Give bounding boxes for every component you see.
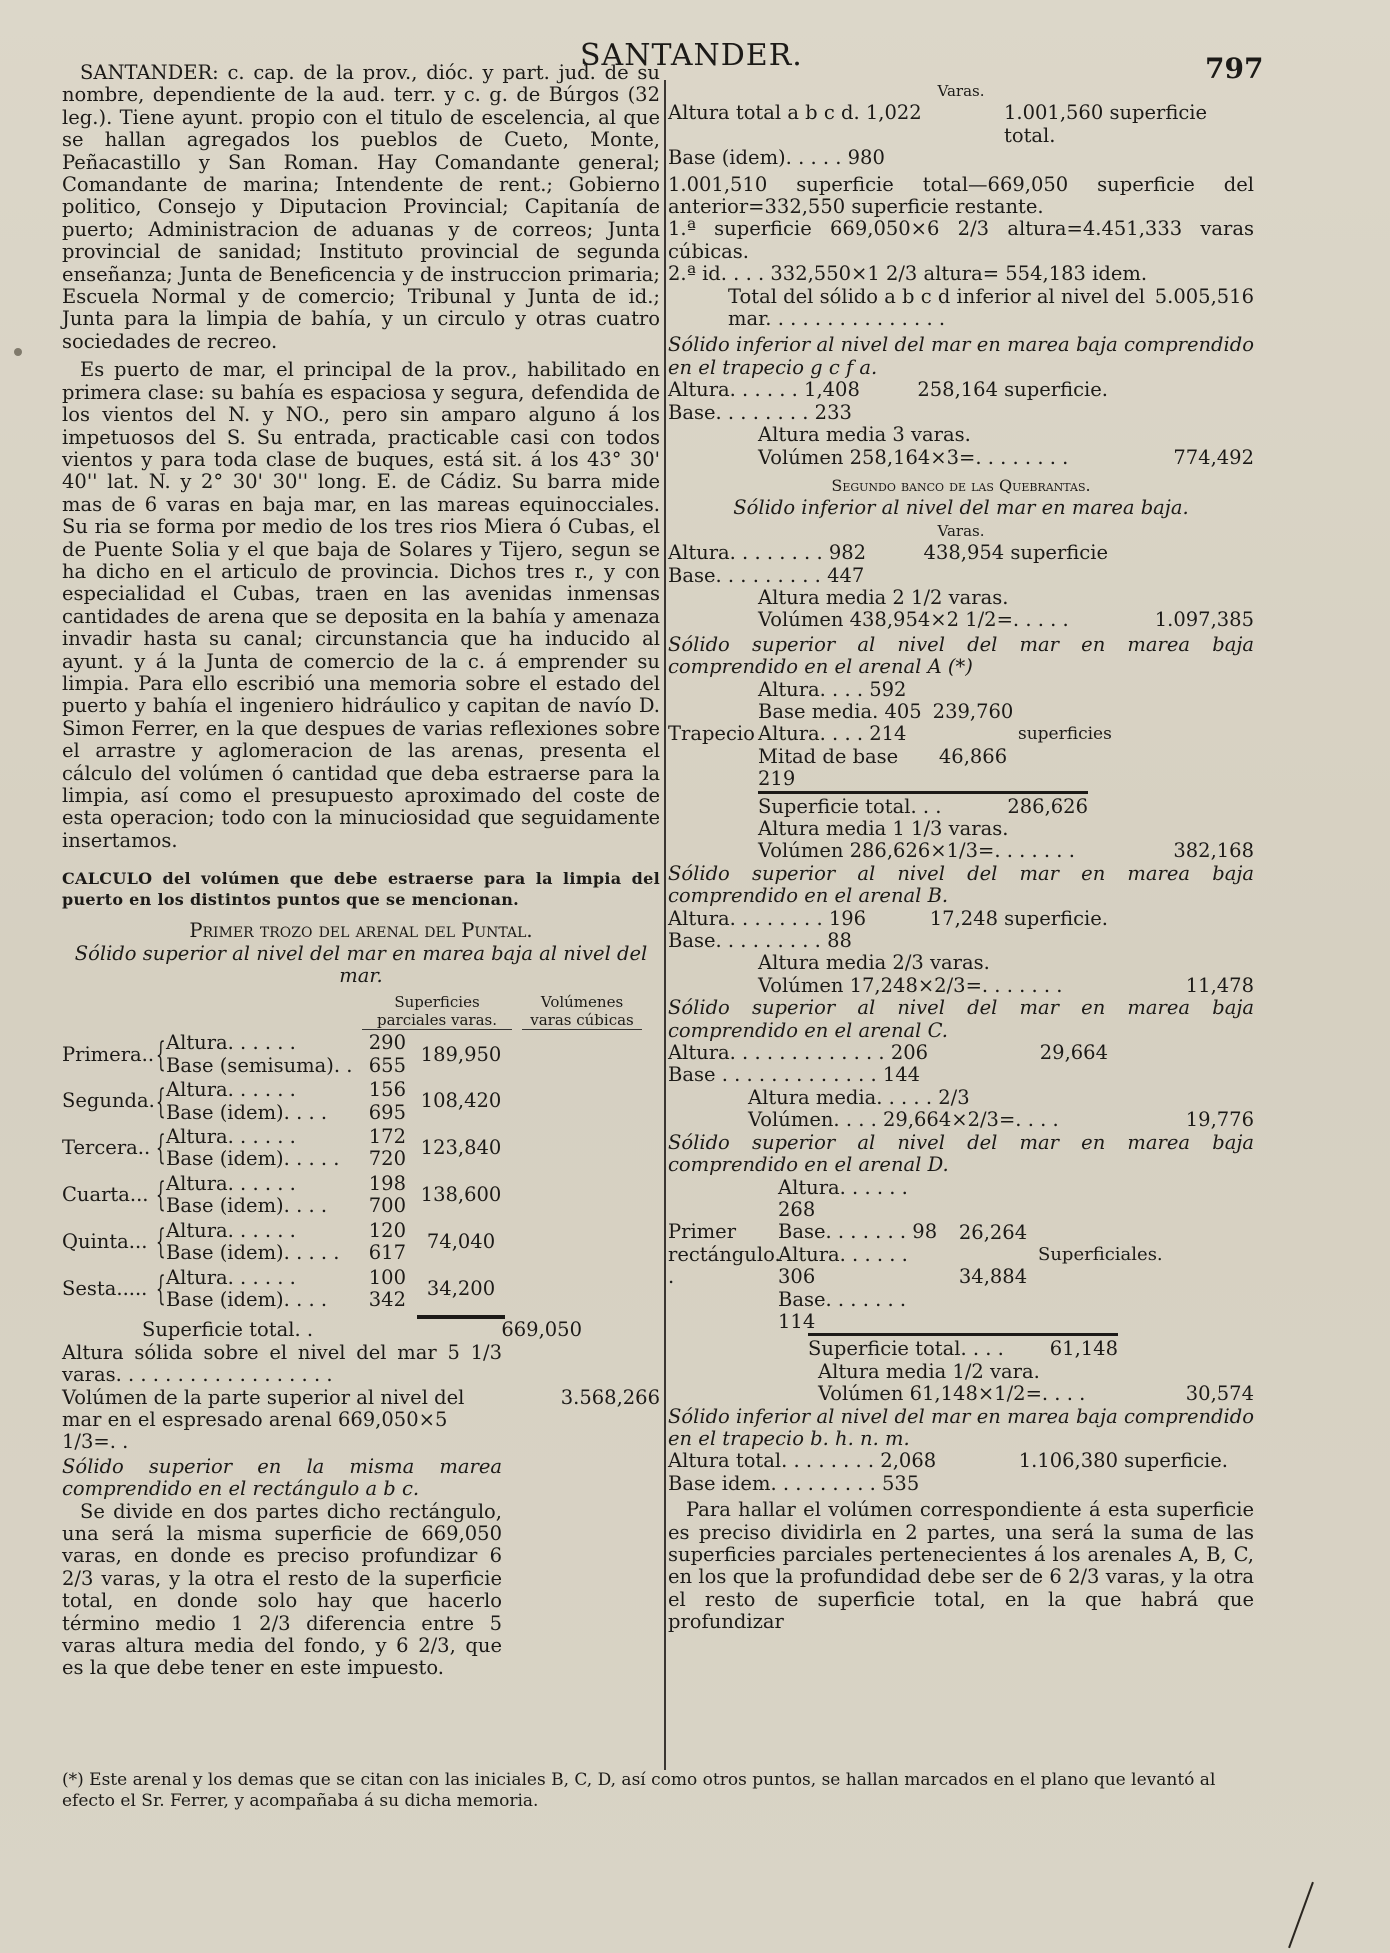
altura-value: 100 [368, 1265, 406, 1289]
table-header [62, 993, 660, 1030]
r-s6-total [808, 1333, 1118, 1360]
row-superficie: 74,040 [426, 1229, 496, 1253]
r-s6-total-label: Superficie total. . . . [808, 1337, 1004, 1361]
brace-icon: { [155, 1175, 166, 1216]
row-superficie: 123,840 [420, 1136, 502, 1160]
r-s5-dims [668, 1042, 1108, 1064]
r-s6-block [668, 1177, 1254, 1334]
r-s3-altura: Altura. . . . 592 [758, 677, 907, 701]
brace-icon: { [155, 1222, 166, 1263]
r-s4-heading: Sólido superior al nivel del mar en marea baja comprendido en el arenal B. [668, 861, 1254, 908]
r-s6-x: 26,264 [958, 1220, 1028, 1244]
r-s6-y: 34,884 [958, 1264, 1028, 1288]
r-s6-altura: Altura. . . . . . 268 [778, 1175, 908, 1221]
port-paragraph: Es puerto de mar, el principal de la prov., habilitado en primera clase: su bahía es espaciosa y segura, defendida de los vientos del N. y NO., pero sin amparo alguno á los impetuosos del S. Su entrada, practicable casi con todos vientos y para toda clase de buques, está sit. á los 43° 30' 40'' lat. N. y 2° 30' 30'' long. E. de Cádiz. Su barra mide mas de 6 varas en baja mar, en las mareas equinocciales. Su ria se forma por medio de los tres rios Miera ó Cubas, el de Puente Solia y el que baja de Solares y Tijero, segun se ha dicho en el articulo de provincia. Dichos tres r., y con especialidad el Cubas, traen en las avenidas inmensas cantidades de arena que se deposita en la bahía y amenaza invadir hasta su canal; circunstancia que ha inducido al ayunt. y á la Junta de comercio de la c. á emprender su limpia. Para ello escribió una memoria sobre el estado del puerto y bahía el ingeniero hidráulico y capitan de navío D. Simon Ferrer, en la que despues de varias reflexiones sobre el arrastre y aglomeracion de las arenas, presenta el cálculo del volúmen ó cantidad que deba estraerse para la limpia, así como el presupuesto aproximado del coste de esta operacion; todo con la minuciosidad que seguidamente insertamos. [62, 358, 660, 852]
table-row [62, 1173, 660, 1218]
r-sec2-heading: Segundo banco de las Quebrantas. [831, 475, 1091, 495]
r-s1-vol-value: 774,492 [1173, 445, 1254, 469]
r-s3-x: 239,760 [932, 700, 1014, 724]
r-s4-sup: 17,248 superficie. [929, 906, 1108, 930]
r-s6-heading: Sólido superior al nivel del mar en marea baja comprendido en el arenal D. [668, 1130, 1254, 1177]
r-s3-mitad: Mitad de base 219 [758, 744, 899, 791]
r-line4: 1.ª superficie 669,050×6 2/3 altura=4.451,333 varas cúbicas. [668, 217, 1254, 263]
total-value: 669,050 [501, 1318, 582, 1342]
r-s2-vol-value: 1.097,385 [1154, 608, 1254, 632]
volumen-label: Volúmen de la parte superior al nivel del mar en el espresado arenal 669,050×5 1/3=. . [62, 1385, 465, 1454]
base-label: Base (idem). . . . . [166, 1241, 340, 1265]
altura-label: Altura. . . . . . [166, 1171, 296, 1195]
solido-heading: Sólido superior en la misma marea comprendido en el rectángulo a b c. [62, 1454, 502, 1501]
r-s1-vol [668, 447, 1254, 469]
r-s4-vol [668, 975, 1254, 997]
r-s2-vol [668, 609, 1254, 631]
r-line5: 2.ª id. . . . 332,550×1 2/3 altura= 554,183 idem. [668, 262, 1148, 286]
section-heading: Primer trozo del arenal del Puntal. [189, 919, 533, 943]
altura-value: 290 [368, 1031, 406, 1055]
r-s5-heading: Sólido superior al nivel del mar en marea baja comprendido en el arenal C. [668, 996, 1254, 1042]
r-s3-y: 46,866 [938, 744, 1008, 768]
r-s1-sup: 258,164 superficie. [917, 378, 1108, 402]
r-s4-altmedia: Altura media 2/3 varas. [758, 951, 990, 975]
r-s3-altura2: Altura. . . . 214 [758, 722, 907, 746]
r-s7-heading: Sólido inferior al nivel del mar en marea baja comprendido en el trapecio b. h. n. m. [668, 1404, 1254, 1450]
row-superficie: 189,950 [420, 1042, 502, 1066]
r-s3-total-label: Superficie total. . . [758, 794, 942, 818]
table-row [62, 1126, 660, 1171]
altura-value: 198 [368, 1171, 406, 1195]
row-label: Cuarta... [62, 1183, 149, 1207]
r-s4-vol-label: Volúmen 17,248×2/3=. . . . . . . [758, 973, 1063, 997]
table-row [62, 1079, 660, 1124]
r-s2-dims [668, 542, 1108, 564]
intro-paragraph: SANTANDER: c. cap. de la prov., dióc. y part. jud. de su nombre, dependiente de la aud. terr. y c. g. de Búrgos (32 leg.). Tiene ayunt. propio con el titulo de escelencia, al que se hallan agregados los pueblos de Cueto, Monte, Peñacastillo y San Roman. Hay Comandante general; Comandante de marina; Intendente de rent.; Gobierno politico, Consejo y Diputacion Provincial; Capitanía de puerto; Administracion de aduanas y de correos; Junta provincial de sanidad; Instituto provincial de segunda enseñanza; Junta de Beneficencia y de instruccion primaria; Escuela Normal y de comercio; Tribunal y Junta de id.; Junta para la limpia de bahía, y un circulo y otras cuatro sociedades de recreo. [62, 61, 660, 353]
row-superficie: 138,600 [420, 1183, 502, 1207]
brace-icon: { [155, 1034, 166, 1075]
r-base: Base (idem). . . . . 980 [668, 146, 885, 170]
left-column [62, 62, 660, 1680]
total-label: Superficie total. . [142, 1318, 314, 1342]
r-s2-altmedia: Altura media 2 1/2 varas. [758, 585, 1009, 609]
base-value: 720 [368, 1147, 406, 1171]
r-altura-total: Altura total a b c d. 1,022 [668, 101, 922, 125]
row-dims [166, 1220, 406, 1265]
r-s6-altmedia: Altura media 1/2 vara. [818, 1359, 1040, 1383]
row-superficie: 108,420 [420, 1089, 502, 1113]
r-s6-rect: Primer rectángulo. . [668, 1220, 781, 1289]
base-label: Base (semisuma). . [166, 1053, 353, 1077]
total-row [142, 1319, 582, 1341]
altura-label: Altura. . . . . . [166, 1078, 296, 1102]
row-dims [166, 1079, 406, 1124]
r-line3: 1.001,510 superficie total—669,050 superficie del anterior=332,550 superficie restante. [668, 172, 1254, 219]
base-value: 695 [368, 1100, 406, 1124]
r-s1-vol-label: Volúmen 258,164×3=. . . . . . . . [758, 445, 1069, 469]
ink-spot [14, 348, 22, 356]
base-label: Base (idem). . . . [166, 1194, 328, 1218]
section-subheading: Sólido superior al nivel del mar en marea baja al nivel del mar. [74, 941, 648, 988]
r-s1-heading: Sólido inferior al nivel del mar en marea baja comprendido en el trapecio g c f a. [668, 333, 1254, 379]
r-s4-dims [668, 908, 1108, 930]
row-label: Segunda. [62, 1089, 155, 1113]
r-s6-vol-label: Volúmen 61,148×1/2=. . . . [818, 1382, 1086, 1406]
r-s2-vol-label: Volúmen 438,954×2 1/2=. . . . . [758, 608, 1069, 632]
altura-solida: Altura sólida sobre el nivel del mar 5 1/3 varas. . . . . . . . . . . . . . . . . . [62, 1340, 502, 1387]
r-s5-sup: 29,664 [1039, 1041, 1108, 1065]
r-s5-altmedia: Altura media. . . . . 2/3 [748, 1085, 970, 1109]
r-s2-heading: Sólido inferior al nivel del mar en marea baja. [733, 496, 1189, 520]
altura-label: Altura. . . . . . [166, 1218, 296, 1242]
r-s2-sup: 438,954 superficie [923, 541, 1108, 565]
r-s7-sup: 1.106,380 superficie. [1018, 1449, 1228, 1473]
r-s4-vol-value: 11,478 [1185, 973, 1254, 997]
r-s5-vol [668, 1109, 1254, 1131]
r-s7-altura: Altura total. . . . . . . . 2,068 [668, 1449, 937, 1473]
r-s4-altura: Altura. . . . . . . . 196 [668, 906, 867, 930]
calc-title: CALCULO del volúmen que debe estraerse para la limpia del puerto en los distintos puntos que se mencionan. [62, 869, 660, 910]
brace-icon: { [155, 1128, 166, 1169]
r-s3-base: Base media. 405 [758, 699, 922, 723]
table-row [62, 1267, 660, 1312]
altura-value: 120 [368, 1218, 406, 1242]
row-dims [166, 1173, 406, 1218]
divide-paragraph: Se divide en dos partes dicho rectángulo, una será la misma superficie de 669,050 varas, en donde es preciso profundizar 6 2/3 varas, y la otra el resto de la superficie total, en donde solo hay que hacerlo término medio 1 2/3 diferencia entre 5 varas altura media del fondo, y 6 2/3, que es la que debe tener en este impuesto. [62, 1499, 502, 1680]
table-row [62, 1220, 660, 1265]
row-label: Primera.. [62, 1042, 155, 1066]
r-s5-vol-label: Volúmen. . . . 29,664×2/3=. . . . [748, 1108, 1059, 1132]
base-value: 617 [368, 1241, 406, 1265]
table-row [62, 1032, 660, 1077]
r-s2-altura: Altura. . . . . . . . 982 [668, 541, 867, 565]
base-value: 700 [368, 1194, 406, 1218]
r-s3-vol-label: Volúmen 286,626×1/3=. . . . . . . [758, 839, 1075, 863]
r-s7-dims [668, 1450, 1228, 1472]
r-s6-base: Base. . . . . . . 98 [778, 1220, 938, 1244]
r-s4-base: Base. . . . . . . . . 88 [668, 929, 852, 953]
r-s3-trapecio: Trapecio [668, 722, 755, 746]
altura-value: 172 [368, 1125, 406, 1149]
r-s6-base2: Base. . . . . . . 114 [778, 1287, 907, 1333]
row-dims [166, 1126, 406, 1171]
r-total-value: 5.005,516 [1154, 284, 1254, 308]
brace-icon: { [155, 1081, 166, 1122]
row-label: Tercera.. [62, 1136, 151, 1160]
base-label: Base (idem). . . . [166, 1100, 328, 1124]
base-label: Base (idem). . . . . [166, 1147, 340, 1171]
r-superficie-total: 1.001,560 superficie total. [1004, 101, 1208, 147]
r-s6-vol [668, 1383, 1254, 1405]
base-label: Base (idem). . . . [166, 1287, 328, 1311]
r-total-label: Total del sólido a b c d inferior al nivel del mar. . . . . . . . . . . . . . . [728, 284, 1146, 331]
r-s6-vol-value: 30,574 [1185, 1382, 1254, 1406]
r-s2-base: Base. . . . . . . . . 447 [668, 563, 865, 587]
base-value: 655 [368, 1053, 406, 1077]
r-s7-base: Base idem. . . . . . . . . 535 [668, 1471, 920, 1495]
r-s6-superficiales: Superficiales. [1038, 1243, 1163, 1265]
right-column [668, 80, 1254, 1634]
r-s3-block [668, 679, 1254, 791]
column-divider [664, 80, 666, 1770]
r-s3-superficies: superficies [1018, 724, 1112, 745]
r-line1 [668, 102, 1254, 147]
r-s6-altura2: Altura. . . . . . 306 [778, 1242, 908, 1289]
base-value: 342 [368, 1287, 406, 1311]
r-s3-total [758, 791, 1088, 818]
pen-mark [1288, 1882, 1314, 1948]
volumen-row [62, 1387, 660, 1454]
varas-label: Varas. [937, 82, 985, 100]
altura-label: Altura. . . . . . [166, 1265, 296, 1289]
altura-label: Altura. . . . . . [166, 1125, 296, 1149]
brace-icon: { [155, 1268, 166, 1309]
th-superficies: Superficies parciales varas. [362, 993, 512, 1030]
page-title: SANTANDER. [580, 38, 803, 73]
r-s5-vol-value: 19,776 [1185, 1108, 1254, 1132]
r-total-row [668, 286, 1254, 331]
row-label: Sesta..... [62, 1276, 148, 1300]
altura-value: 156 [368, 1078, 406, 1102]
row-dims [166, 1032, 406, 1077]
r-s3-vol-value: 382,168 [1173, 839, 1254, 863]
r-s6-total-value: 61,148 [1049, 1337, 1118, 1361]
row-dims [166, 1267, 406, 1312]
r-s1-dims [668, 379, 1108, 401]
r-s3-vol [668, 840, 1254, 862]
page-number: 797 [1205, 52, 1264, 85]
footnote: (*) Este arenal y los demas que se citan con las iniciales B, C, D, así como otros puntos, se hallan marcados en el plano que levantó al efecto el Sr. Ferrer, y acompañaba á su dicha memoria. [62, 1770, 1216, 1811]
r-s3-total-value: 286,626 [1007, 794, 1088, 818]
altura-label: Altura. . . . . . [166, 1031, 296, 1055]
row-superficie: 34,200 [426, 1276, 496, 1300]
r-s5-altura: Altura. . . . . . . . . . . . . 206 [668, 1041, 929, 1065]
r-s5-base: Base . . . . . . . . . . . . . 144 [668, 1063, 921, 1087]
r-s1-base: Base. . . . . . . . 233 [668, 400, 852, 424]
row-label: Quinta... [62, 1229, 148, 1253]
r-s3-heading: Sólido superior al nivel del mar en marea baja comprendido en el arenal A (*) [668, 632, 1254, 679]
r-s1-altmedia: Altura media 3 varas. [758, 423, 971, 447]
th-volumenes: Volúmenes varas cúbicas [522, 993, 642, 1030]
r-s1-altura: Altura. . . . . . 1,408 [668, 378, 860, 402]
volumen-value: 3.568,266 [560, 1385, 660, 1409]
r-s3-altmedia: Altura media 1 1/3 varas. [758, 817, 1009, 840]
r-final-paragraph: Para hallar el volúmen correspondiente á esta superficie es preciso dividirla en 2 partes, una será la suma de las superficies parciales pertenecientes á los arenales A, B, C, en los que la profundidad debe ser de 6 2/3 varas, y la otra el resto de superficie total, en la que habrá que profundizar [668, 1498, 1254, 1634]
calc-table [62, 1032, 660, 1311]
r-varas-2: Varas. [937, 521, 985, 540]
